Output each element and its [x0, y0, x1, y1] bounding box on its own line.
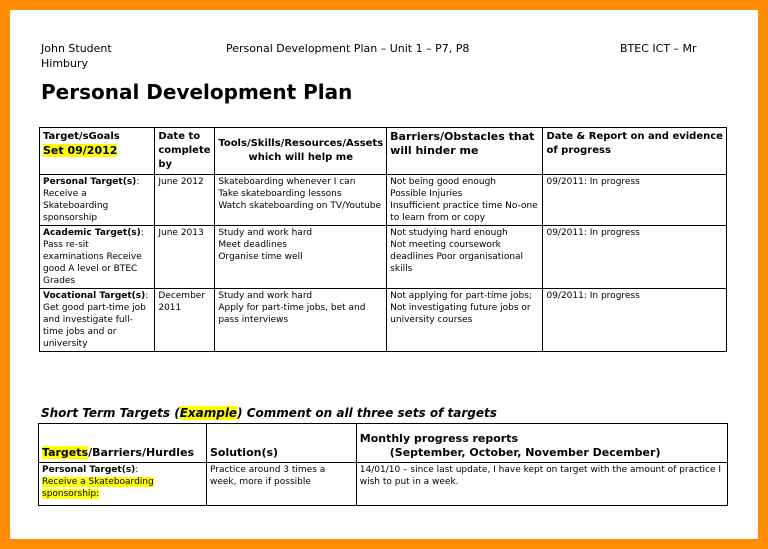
- col-header-targets: Targets/Barriers/Hurdles: [39, 424, 207, 463]
- report-cell: 09/2011: In progress: [543, 226, 727, 289]
- plan-header-row: [40, 128, 727, 175]
- header-left: [41, 41, 112, 71]
- col-header-barriers: Barriers/Obstacles that will hinder me: [387, 128, 543, 175]
- short-term-header-row: [39, 424, 728, 463]
- target-cell: Personal Target(s): Receive a Skateboarding sponsorship: [40, 175, 155, 226]
- short-report-cell: 14/01/10 – since last update, I have kept on target with the amount of practice I wish to put in a week.: [356, 463, 727, 506]
- col-header-monthly: Monthly progress reports (September, October, November December): [356, 424, 727, 463]
- target-cell: Academic Target(s): Pass re-sit examinations Receive good A level or BTEC Grades: [40, 226, 155, 289]
- tools-cell: Study and work hard Apply for part-time jobs, bet and pass interviews: [215, 289, 387, 352]
- document-page: [10, 10, 758, 539]
- short-term-table: [38, 423, 728, 506]
- student-name: John Student: [41, 42, 112, 55]
- header-doc-title: Personal Development Plan – Unit 1 – P7, P8: [226, 42, 470, 55]
- barriers-cell: Not applying for part-time jobs; Not investigating future jobs or university courses: [387, 289, 543, 352]
- report-cell: 09/2011: In progress: [543, 175, 727, 226]
- plan-table: [39, 127, 727, 352]
- short-term-heading: Short Term Targets (Example) Comment on all three sets of targets: [41, 406, 497, 420]
- col-header-date: Date to complete by: [155, 128, 215, 175]
- date-cell: June 2012: [155, 175, 215, 226]
- table-row: [39, 463, 728, 506]
- barriers-cell: Not being good enough Possible Injuries Insufficient practice time No-one to learn from or copy: [387, 175, 543, 226]
- page-title: Personal Development Plan: [41, 80, 353, 104]
- barriers-cell: Not studying hard enough Not meeting coursework deadlines Poor organisational skills: [387, 226, 543, 289]
- header-course: BTEC ICT – Mr: [620, 42, 697, 55]
- college-name: Himbury: [41, 57, 89, 70]
- table-row: [40, 175, 727, 226]
- col-header-tools: Tools/Skills/Resources/Assets which will help me: [215, 128, 387, 175]
- short-solution-cell: Practice around 3 times a week, more if possible: [206, 463, 356, 506]
- report-cell: 09/2011: In progress: [543, 289, 727, 352]
- col-header-report: Date & Report on and evidence of progress: [543, 128, 727, 175]
- tools-cell: Skateboarding whenever I can Take skateboarding lessons Watch skateboarding on TV/Youtube: [215, 175, 387, 226]
- short-target-cell: Personal Target(s): Receive a Skateboarding sponsorship:: [39, 463, 207, 506]
- target-cell: Vocational Target(s): Get good part-time job and investigate full-time jobs and or university: [40, 289, 155, 352]
- example-highlight: Example: [179, 406, 238, 420]
- tools-cell: Study and work hard Meet deadlines Organise time well: [215, 226, 387, 289]
- table-row: [40, 289, 727, 352]
- date-cell: June 2013: [155, 226, 215, 289]
- col-header-solutions: Solution(s): [206, 424, 356, 463]
- date-cell: December 2011: [155, 289, 215, 352]
- table-row: [40, 226, 727, 289]
- set-date-highlight: Set 09/2012: [43, 144, 118, 157]
- col-header-target: Target/sGoals Set 09/2012: [40, 128, 155, 175]
